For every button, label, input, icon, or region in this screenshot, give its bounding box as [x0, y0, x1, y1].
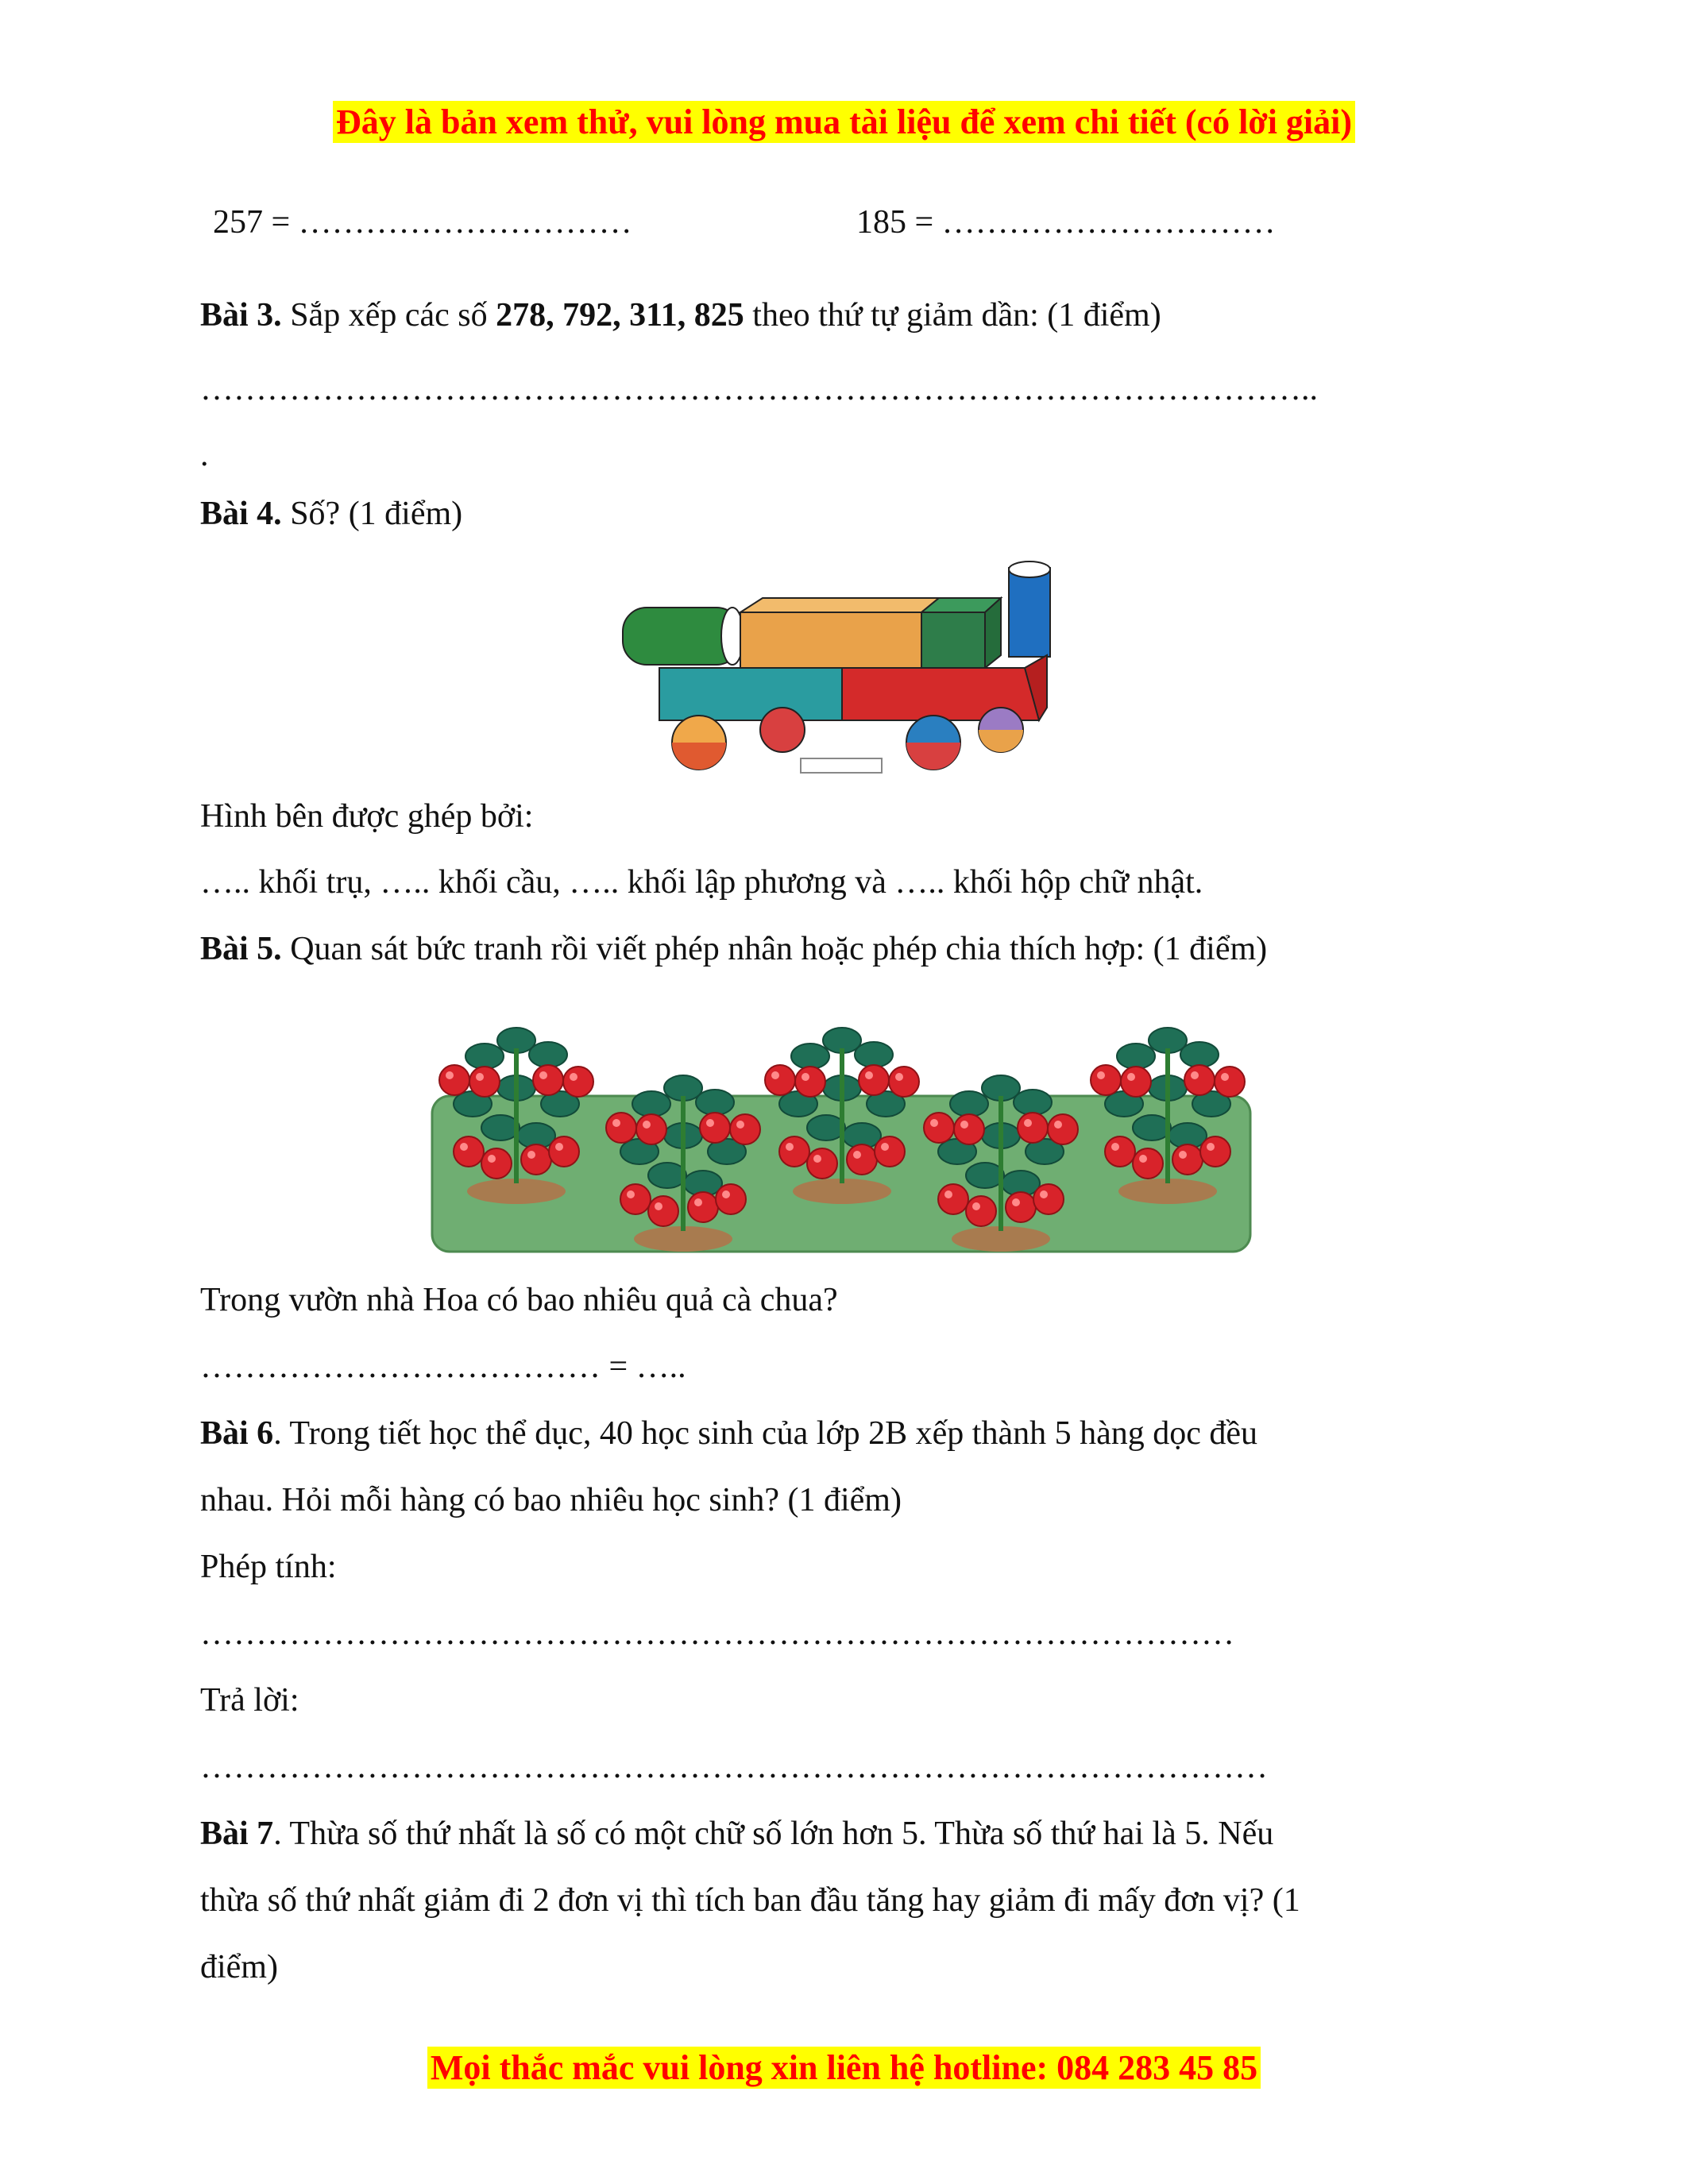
tomato [648, 1196, 678, 1226]
tomato [1200, 1136, 1230, 1167]
tomato [730, 1114, 760, 1144]
bai6-line1: Bài 6. Trong tiết học thể dục, 40 học sinh của lớp 2B xếp thành 5 hàng dọc đều [200, 1415, 1258, 1452]
block-train-figure [612, 560, 1064, 774]
tomato [563, 1067, 593, 1097]
tomato [1105, 1136, 1135, 1167]
bai3-numbers: 278, 792, 311, 825 [496, 297, 744, 334]
tomato [439, 1065, 469, 1095]
footer-banner: Mọi thắc mắc vui lòng xin liên hệ hotline: 084 283 45 85 [0, 2047, 1688, 2088]
bai3-label: Bài 3. [200, 297, 282, 334]
bai2-left: 257 = ………………………… [213, 204, 632, 241]
bai4-blanks: ….. khối trụ, ….. khối cầu, ….. khối lập phương và ….. khối hộp chữ nhật. [200, 864, 1203, 901]
tomato [1018, 1113, 1048, 1143]
bai7-line1: Bài 7. Thừa số thứ nhất là số có một chữ số lớn hơn 5. Thừa số thứ hai là 5. Nếu [200, 1815, 1274, 1852]
tomato [765, 1065, 795, 1095]
header-banner: Đây là bản xem thử, vui lòng mua tài liệu để xem chi tiết (có lời giải) [0, 102, 1688, 142]
tomato [859, 1065, 889, 1095]
bai5-question: Bài 5. Quan sát bức tranh rồi viết phép nhân hoặc phép chia thích hợp: (1 điểm) [200, 931, 1268, 967]
bai4-label: Bài 4. [200, 496, 282, 532]
bai3-question: Bài 3. Sắp xếp các số 278, 792, 311, 825 theo thứ tự giảm dần: (1 điểm) [200, 297, 1161, 334]
tomato [606, 1113, 636, 1143]
tomato [807, 1148, 837, 1179]
tomato [620, 1184, 651, 1214]
tomato [1172, 1144, 1203, 1175]
bai5-label: Bài 5. [200, 931, 282, 967]
tomato [1133, 1148, 1163, 1179]
tomato [1091, 1065, 1121, 1095]
tomato [688, 1192, 718, 1222]
sphere-wheel-2 [760, 708, 805, 752]
tomato [875, 1136, 905, 1167]
green-cube [921, 612, 985, 668]
tomato [795, 1067, 825, 1097]
tomato [521, 1144, 551, 1175]
tomato [481, 1148, 512, 1179]
sphere-wheel-4 [979, 708, 1023, 752]
orange-cuboid [740, 612, 921, 668]
tomato [636, 1114, 666, 1144]
bai7-line2: thừa số thứ nhất giảm đi 2 đơn vị thì tích ban đầu tăng hay giảm đi mấy đơn vị? (1 [200, 1882, 1300, 1919]
tomato [966, 1196, 996, 1226]
tomato [1121, 1067, 1151, 1097]
tomato [1215, 1067, 1245, 1097]
tomato [1048, 1114, 1078, 1144]
bai6-calc-line: ………………………………………………………………………………… [200, 1615, 1234, 1652]
tomato [549, 1136, 579, 1167]
tomato [938, 1184, 968, 1214]
tomato [716, 1184, 746, 1214]
bai4-caption: Hình bên được ghép bởi: [200, 798, 534, 835]
tomato [1033, 1184, 1064, 1214]
tomato [954, 1114, 984, 1144]
blue-cylinder [1009, 568, 1050, 657]
bai4-question: Bài 4. Số? (1 điểm) [200, 496, 463, 532]
bai6-calc-label: Phép tính: [200, 1549, 337, 1585]
tomato [1184, 1065, 1215, 1095]
tomato [454, 1136, 484, 1167]
tomato [469, 1067, 500, 1097]
tomato [700, 1113, 730, 1143]
bai5-answer-line: ……………………………… = ….. [200, 1349, 686, 1385]
bai2-right: 185 = ………………………… [856, 204, 1276, 241]
tomato [533, 1065, 563, 1095]
tomato-garden-figure [429, 1009, 1255, 1255]
sphere-wheel-3 [906, 716, 960, 770]
teal-cuboid [659, 668, 842, 720]
bai6-line2: nhau. Hỏi mỗi hàng có bao nhiêu học sinh? (1 điểm) [200, 1482, 902, 1518]
bai6-label: Bài 6 [200, 1415, 274, 1452]
tomato [924, 1113, 954, 1143]
tomato [1006, 1192, 1036, 1222]
bai3-answer-line: ……………………………………………………………………………………….. [200, 371, 1318, 407]
bai7-label: Bài 7 [200, 1815, 274, 1852]
bai5-sub-question: Trong vườn nhà Hoa có bao nhiêu quả cà chua? [200, 1282, 838, 1318]
tomato [847, 1144, 877, 1175]
tomato [889, 1067, 919, 1097]
bai3-answer-dot: . [200, 437, 209, 473]
bai7-line3: điểm) [200, 1949, 278, 1985]
sphere-wheel-1 [672, 716, 726, 770]
bai6-answer-line: …………………………………………………………………………………… [200, 1749, 1268, 1785]
tomato [779, 1136, 809, 1167]
bai6-answer-label: Trả lời: [200, 1682, 299, 1719]
